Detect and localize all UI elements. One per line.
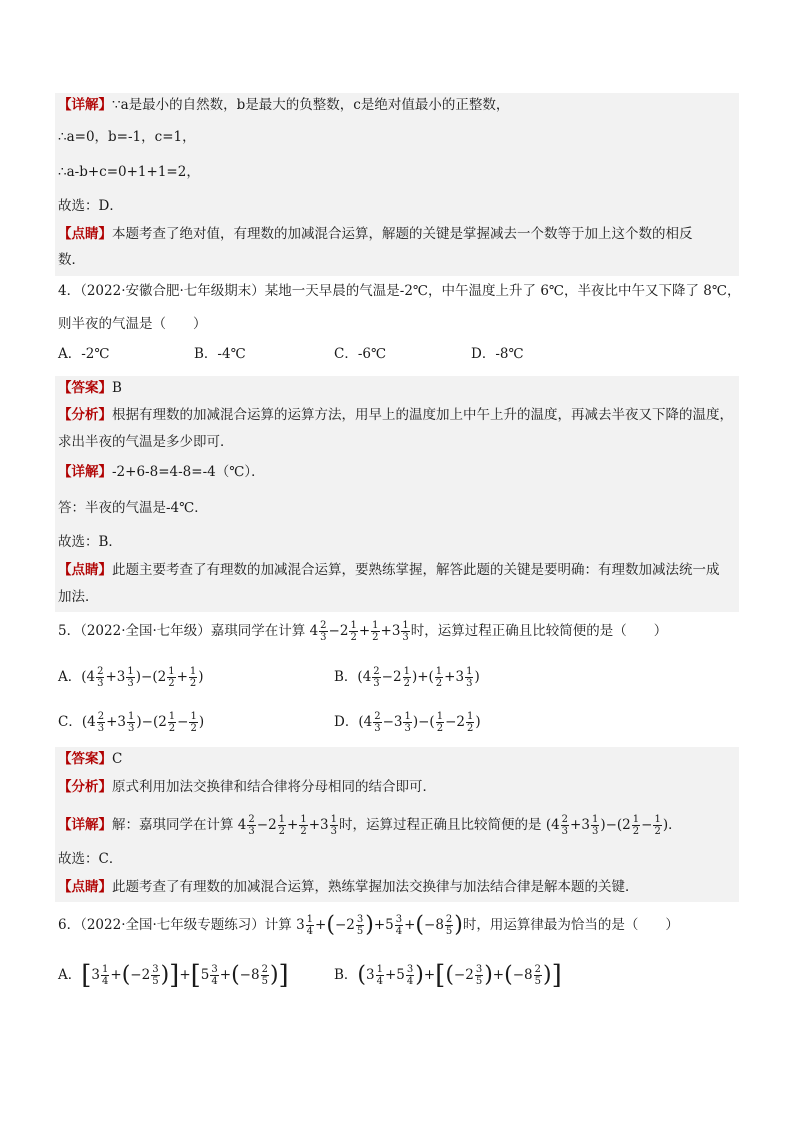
q5-answer: C [112,751,123,767]
q6-stem [58,914,679,937]
analysis-tag: 【分析】 [58,779,112,795]
q5-detail-prefix: 解：嘉琪同学在计算 [112,817,234,833]
detail-tag: 【详解】 [58,97,112,113]
q6-expression: 3 $\frac{1}{4}$ +(−2 $\frac{3}{5}$ )+5 $\frac{3}{4}$ +(−8 $\frac{2}{5}$ ) [296,912,463,938]
q5-option-d: D．(4 $\frac{2}{3}$ −3 $\frac{1}{3}$ )−( $\frac{1}{2}$ −2 $\frac{1}{2}$ ) [334,711,481,734]
analysis-tag: 【分析】 [58,407,112,423]
q5-choice: 故选：C． [58,851,123,867]
q3-step2: ∴a-b+c=0+1+1=2， [58,164,200,180]
q5-analysis-line [58,777,436,797]
q5-option-c: C．(4 $\frac{2}{3}$ +3 $\frac{1}{3}$ )−(2 $\frac{1}{2}$ − $\frac{1}{2}$ ) [58,711,205,734]
q5-stem-suffix: 时，运算过程正确且比较简便的是（ ） [410,623,668,639]
q5-expression: 4 $\frac{2}{3}$ −2 $\frac{1}{2}$ + $\frac{1}{2}$ +3 $\frac{1}{3}$ [309,620,409,643]
q3-comment-line2: 数． [58,252,85,268]
q5-stem-prefix: 5．（2022·全国·七年级）嘉琪同学在计算 [58,623,306,639]
q4-reply: 答：半夜的气温是-4℃． [58,500,208,516]
q4-option-a: A．-2℃ [58,346,110,362]
q3-detail-text: ∵a是最小的自然数，b是最大的负整数，c是绝对值最小的正整数， [112,97,510,113]
detail-tag: 【详解】 [58,464,112,480]
q4-answer-line [58,378,122,398]
comment-tag: 【点睛】 [58,226,112,242]
q4-option-c: C．-6℃ [334,346,387,362]
answer-tag: 【答案】 [58,751,112,767]
q6-stem-prefix: 6．（2022·全国·七年级专题练习）计算 [58,917,292,933]
q4-analysis-line1 [58,405,733,425]
q5-option-a: A．(4 $\frac{2}{3}$ +3 $\frac{1}{3}$ )−(2 $\frac{1}{2}$ + $\frac{1}{2}$ ) [58,666,204,689]
q5-detail-result: (4 $\frac{2}{3}$ +3 $\frac{1}{3}$ )−(2 $\frac{1}{2}$ − $\frac{1}{2}$ )． [545,814,682,837]
answer-tag: 【答案】 [58,380,112,396]
q4-analysis-line2: 求出半夜的气温是多少即可． [58,434,234,450]
detail-tag: 【详解】 [58,817,112,833]
comment-tag: 【点睛】 [58,562,112,578]
q5-detail-line [58,814,682,837]
q5-answer-line [58,749,122,769]
comment-tag: 【点睛】 [58,879,112,895]
q4-comment-text: 此题主要考查了有理数的加减混合运算，要熟练掌握，解答此题的关键是要明确：有理数加减法统一成 [112,562,720,578]
q4-analysis-text: 根据有理数的加减混合运算的运算方法，用早上的温度加上中午上升的温度，再减去半夜又下降的温度， [112,407,733,423]
q4-option-b: B．-4℃ [194,346,246,362]
q4-comment-line2: 加法． [58,589,99,605]
q3-step1: ∴a=0，b=-1，c=1， [58,129,196,145]
q3-choice: 故选：D． [58,198,123,214]
q4-choice: 故选：B． [58,534,122,550]
q4-comment-line1 [58,560,720,580]
q6-option-b: B．(3 $\frac{1}{4}$ +5 $\frac{3}{4}$ )+[(−2 $\frac{3}{5}$ )+(−8 $\frac{2}{5}$ )] [334,960,562,991]
q3-detail-line [58,95,509,115]
q3-comment-text: 本题考查了绝对值，有理数的加减混合运算，解题的关键是掌握减去一个数等于加上这个数的相反 [112,226,693,242]
q4-answer: B [112,380,122,396]
q5-option-b: B．(4 $\frac{2}{3}$ −2 $\frac{1}{2}$ )+( $\frac{1}{2}$ +3 $\frac{1}{3}$ ) [334,666,480,689]
q4-detail-text: -2+6-8=4-8=-4（℃）． [112,464,265,480]
q6-option-a: A．[3 $\frac{1}{4}$ +(−2 $\frac{3}{5}$ )]+[5 $\frac{3}{4}$ +(−8 $\frac{2}{5}$ )] [58,960,289,991]
q5-comment-line [58,877,639,897]
q3-comment-line1 [58,224,693,244]
q4-detail-line [58,462,265,482]
q3-solution-block [55,93,739,276]
q5-stem [58,620,667,643]
q4-stem-line2: 则半夜的气温是（ ） [58,316,207,332]
q5-detail-expression: 4 $\frac{2}{3}$ −2 $\frac{1}{2}$ + $\frac{1}{2}$ +3 $\frac{1}{3}$ [237,814,338,837]
q5-analysis-text: 原式利用加法交换律和结合律将分母相同的结合即可． [112,779,436,795]
q5-comment-text: 此题考查了有理数的加减混合运算，熟练掌握加法交换律与加法结合律是解本题的关键． [112,879,639,895]
q4-stem-line1: 4．（2022·安徽合肥·七年级期末）某地一天早晨的气温是-2℃，中午温度上升了 6℃，半夜比中午又下降了 8℃， [58,283,741,299]
q4-option-d: D．-8℃ [471,346,524,362]
q6-stem-suffix: 时，用运算律最为恰当的是（ ） [462,917,679,933]
q5-detail-middle: 时，运算过程正确且比较简便的是 [339,817,542,833]
